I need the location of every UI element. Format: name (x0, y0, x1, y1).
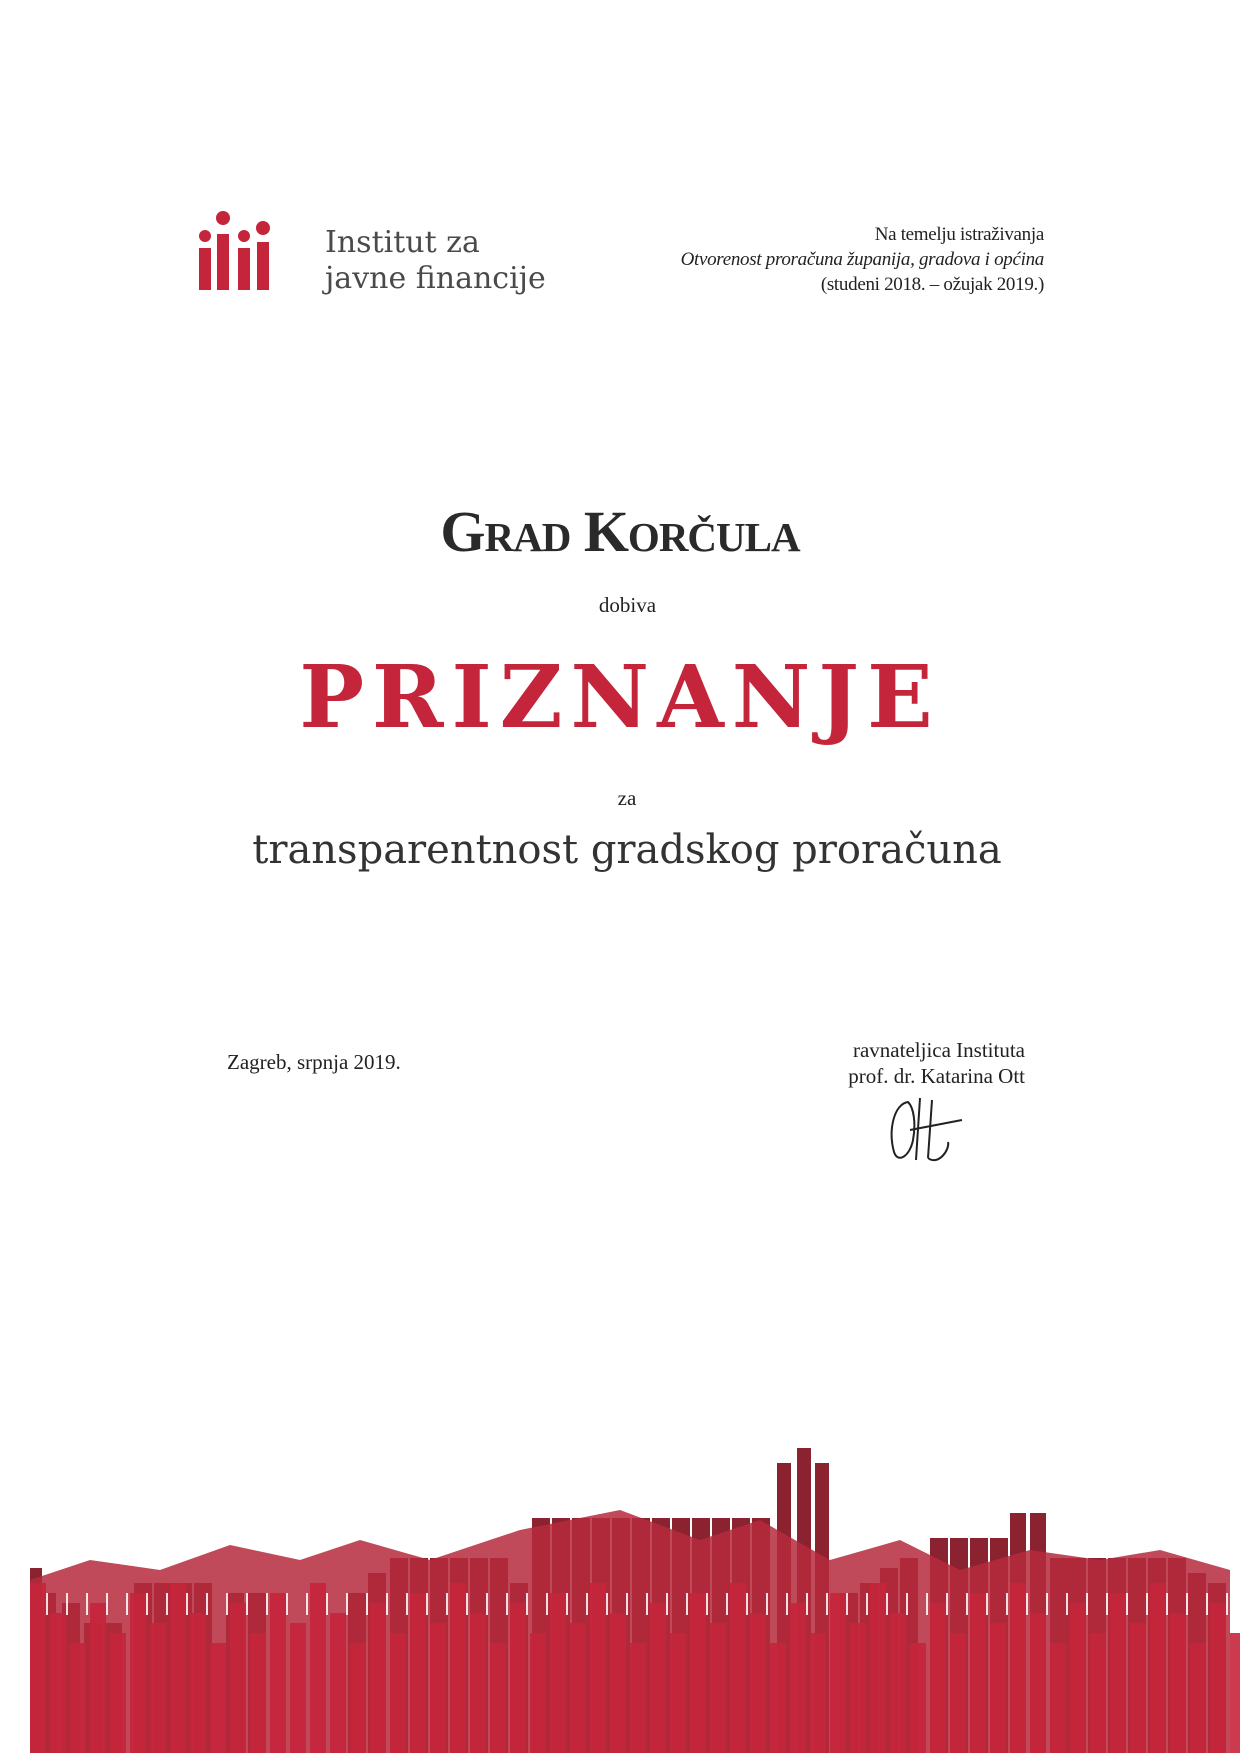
recipient-name: Grad Korčula (440, 499, 800, 564)
institute-name-line1: Institut za (325, 225, 480, 260)
institute-name (325, 225, 546, 297)
research-title: Otvorenost proračuna županija, gradova i općina (680, 249, 1044, 270)
research-period: (studeni 2018. – ožujak 2019.) (820, 274, 1044, 295)
signature-image (880, 1090, 980, 1170)
research-line1: Na temelju istraživanja (874, 224, 1044, 245)
receives-text: dobiva (598, 593, 657, 617)
research-basis (681, 222, 1044, 297)
skyline-decoration (0, 1260, 1240, 1753)
institute-logo-icon (198, 210, 273, 290)
signatory (848, 1037, 1025, 1089)
signatory-title: ravnateljica Instituta (852, 1038, 1025, 1062)
place-date: Zagreb, srpnja 2019. (227, 1050, 401, 1074)
signatory-name: prof. dr. Katarina Ott (848, 1064, 1025, 1088)
award-title: PRIZNANJE (299, 647, 941, 748)
for-text: za (617, 786, 637, 810)
institute-name-line2: javne financije (325, 261, 546, 296)
award-subject: transparentnost gradskog proračuna (252, 827, 1002, 873)
